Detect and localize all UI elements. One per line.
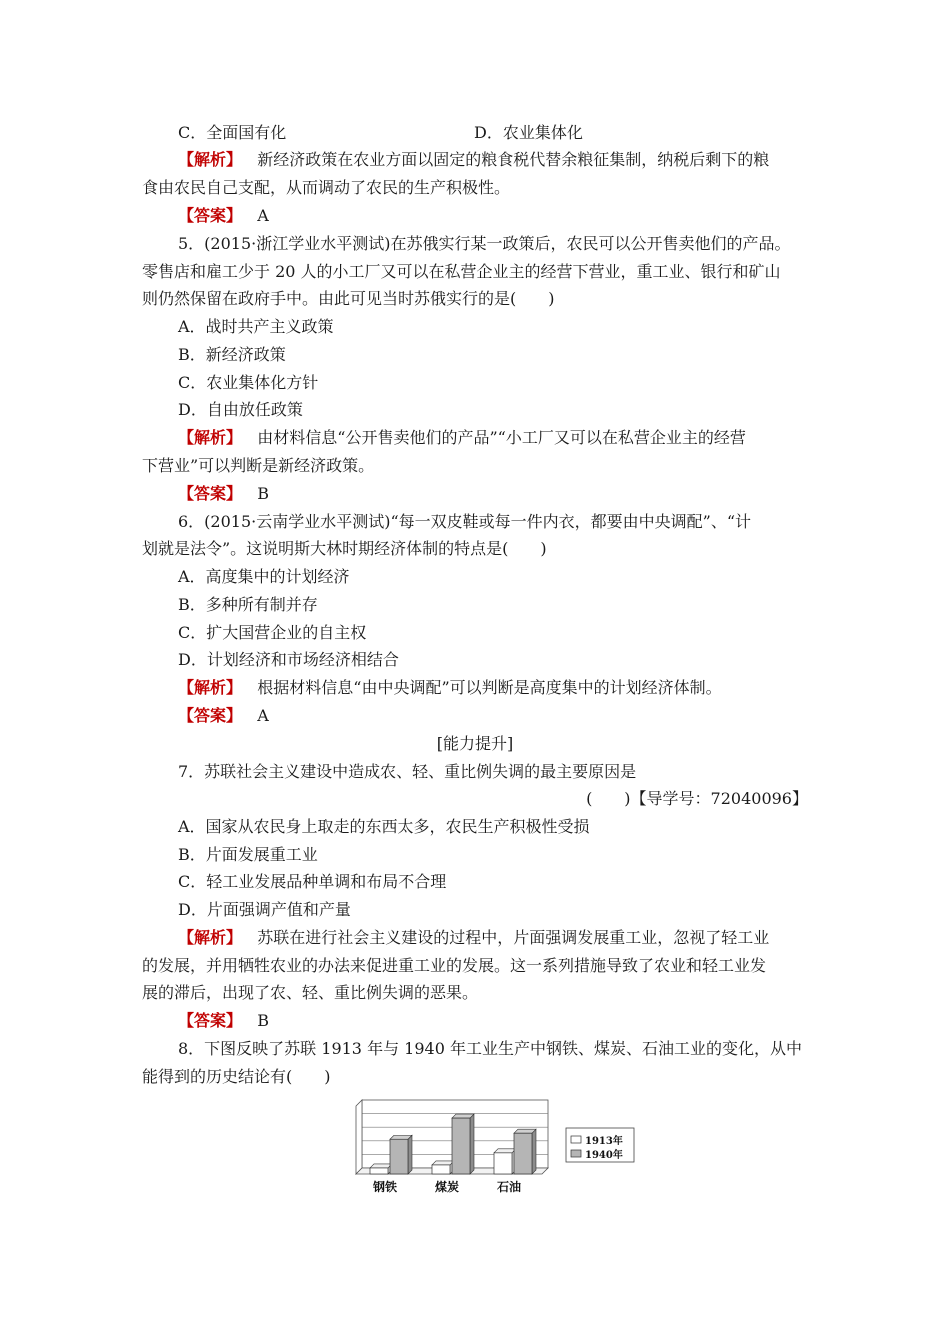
q7-analysis-line-3: 展的滞后，出现了农、轻、重比例失调的恶果。 bbox=[142, 983, 479, 1002]
bar-side-1940年-石油 bbox=[532, 1129, 536, 1174]
answer-value: B bbox=[257, 484, 270, 503]
q5-analysis-line-2: 下营业”可以判断是新经济政策。 bbox=[142, 456, 375, 475]
answer-tag: 【答案】 bbox=[178, 206, 243, 225]
bar-side-1940年-煤炭 bbox=[470, 1114, 474, 1174]
legend-swatch bbox=[571, 1136, 581, 1143]
q6-answer bbox=[178, 705, 269, 727]
answer-value: A bbox=[257, 206, 269, 225]
q5-option-b: B．新经济政策 bbox=[178, 345, 286, 364]
bar-top-1940年-钢铁 bbox=[390, 1135, 412, 1139]
legend-swatch bbox=[571, 1150, 581, 1157]
q6-option-b: B．多种所有制并存 bbox=[178, 595, 318, 614]
q7-option-a: A．国家从农民身上取走的东西太多，农民生产积极性受损 bbox=[178, 817, 590, 836]
bar-1913年-石油 bbox=[494, 1153, 512, 1174]
analysis-text: 根据材料信息“由中央调配”可以判断是高度集中的计划经济体制。 bbox=[257, 678, 722, 697]
legend-label: 1940年 bbox=[585, 1150, 623, 1161]
q7-option-c: C．轻工业发展品种单调和布局不合理 bbox=[178, 872, 447, 891]
bar-1940年-石油 bbox=[514, 1133, 532, 1174]
q6-analysis-line-1 bbox=[178, 677, 722, 699]
answer-tag: 【答案】 bbox=[178, 484, 243, 503]
bar-top-1913年-石油 bbox=[494, 1149, 516, 1153]
analysis-text: 由材料信息“公开售卖他们的产品”“小工厂又可以在私营企业主的经营 bbox=[257, 428, 746, 447]
answer-value: B bbox=[257, 1011, 270, 1030]
q5-stem-line-1: 5．(2015·浙江学业水平测试)在苏俄实行某一政策后，农民可以公开售卖他们的产品。 bbox=[178, 234, 791, 253]
q5-option-c: C．农业集体化方针 bbox=[178, 373, 319, 392]
q6-option-d: D．计划经济和市场经济相结合 bbox=[178, 650, 399, 669]
bar-top-1940年-石油 bbox=[514, 1129, 536, 1133]
q4-analysis-line-2: 食由农民自己支配，从而调动了农民的生产积极性。 bbox=[142, 178, 511, 197]
q5-answer bbox=[178, 483, 269, 505]
bar-top-1913年-钢铁 bbox=[370, 1164, 392, 1168]
q4-analysis-line-1 bbox=[178, 149, 769, 171]
q6-stem-line-2: 划就是法令”。这说明斯大林时期经济体制的特点是( ) bbox=[142, 539, 547, 558]
q7-option-b: B．片面发展重工业 bbox=[178, 845, 318, 864]
bar-side-1940年-钢铁 bbox=[408, 1135, 412, 1174]
q5-stem-line-2: 零售店和雇工少于 20 人的小工厂又可以在私营企业主的经营下营业，重工业、银行和矿山 bbox=[142, 262, 781, 281]
analysis-tag: 【解析】 bbox=[178, 678, 243, 697]
q4-option-c: C．全面国有化 bbox=[178, 123, 287, 142]
q6-option-c: C．扩大国营企业的自主权 bbox=[178, 623, 367, 642]
q8-stem-line-1: 8．下图反映了苏联 1913 年与 1940 年工业生产中钢铁、煤炭、石油工业的变化，从中 bbox=[178, 1039, 802, 1058]
x-tick-label: 煤炭 bbox=[434, 1180, 460, 1194]
q6-stem-line-1: 6．(2015·云南学业水平测试)“每一双皮鞋或每一件内衣，都要由中央调配”、“计 bbox=[178, 512, 752, 531]
section-title: [能力提升] bbox=[436, 734, 514, 753]
q8-stem-line-2: 能得到的历史结论有( ) bbox=[142, 1067, 331, 1086]
bar-1940年-钢铁 bbox=[390, 1139, 408, 1174]
x-tick-label: 石油 bbox=[496, 1180, 522, 1194]
bar-1913年-煤炭 bbox=[432, 1165, 450, 1174]
chart-side-wall bbox=[356, 1100, 362, 1174]
analysis-tag: 【解析】 bbox=[178, 150, 243, 169]
bar-1913年-钢铁 bbox=[370, 1168, 388, 1174]
analysis-tag: 【解析】 bbox=[178, 428, 243, 447]
q5-analysis-line-1 bbox=[178, 427, 746, 449]
q5-option-d: D．自由放任政策 bbox=[178, 400, 303, 419]
q7-stem-line-1: 7．苏联社会主义建设中造成农、轻、重比例失调的最主要原因是 bbox=[178, 762, 637, 781]
bar-top-1913年-煤炭 bbox=[432, 1161, 454, 1165]
analysis-text: 苏联在进行社会主义建设的过程中，片面强调发展重工业，忽视了轻工业 bbox=[257, 928, 770, 947]
q7-analysis-line-1 bbox=[178, 927, 769, 949]
bar-1940年-煤炭 bbox=[452, 1118, 470, 1174]
x-tick-label: 钢铁 bbox=[372, 1180, 398, 1194]
q5-stem-line-3: 则仍然保留在政府手中。由此可见当时苏俄实行的是( ) bbox=[142, 289, 555, 308]
q7-analysis-line-2: 的发展，并用牺牲农业的办法来促进重工业的发展。这一系列措施导致了农业和轻工业发 bbox=[142, 956, 767, 975]
q7-stem-line-2: ( )【导学号：72040096】 bbox=[586, 789, 808, 808]
analysis-tag: 【解析】 bbox=[178, 928, 243, 947]
q4-option-d: D．农业集体化 bbox=[474, 123, 583, 142]
bar-top-1940年-煤炭 bbox=[452, 1114, 474, 1118]
answer-tag: 【答案】 bbox=[178, 706, 243, 725]
analysis-text: 新经济政策在农业方面以固定的粮食税代替余粮征集制，纳税后剩下的粮 bbox=[257, 150, 770, 169]
q7-answer bbox=[178, 1010, 269, 1032]
legend-label: 1913年 bbox=[585, 1136, 623, 1147]
answer-tag: 【答案】 bbox=[178, 1011, 243, 1030]
q4-answer bbox=[178, 205, 269, 227]
industry-bar-chart bbox=[348, 1094, 638, 1198]
answer-value: A bbox=[257, 706, 269, 725]
q6-option-a: A．高度集中的计划经济 bbox=[178, 567, 350, 586]
q7-option-d: D．片面强调产值和产量 bbox=[178, 900, 351, 919]
q5-option-a: A．战时共产主义政策 bbox=[178, 317, 334, 336]
